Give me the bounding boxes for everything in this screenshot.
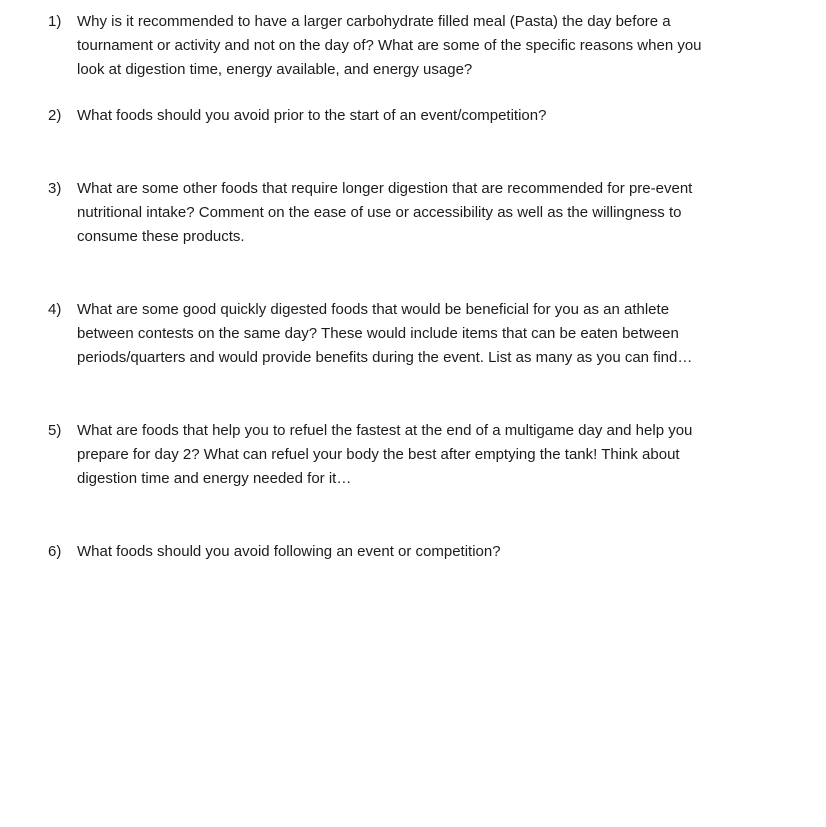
question-text-line: nutritional intake? Comment on the ease of use or accessibility as well as the willingness to xyxy=(77,204,682,221)
question-text-line: What are foods that help you to refuel the fastest at the end of a multigame day and help you xyxy=(77,422,693,439)
question-item-3 xyxy=(0,177,826,249)
question-number: 3) xyxy=(48,180,62,197)
question-text-line: What are some other foods that require longer digestion that are recommended for pre-event xyxy=(77,180,693,197)
question-text xyxy=(77,10,778,82)
question-text xyxy=(77,298,778,370)
question-text-line: prepare for day 2? What can refuel your body the best after emptying the tank! Think about xyxy=(77,446,680,463)
question-item-4 xyxy=(0,298,826,370)
question-text-line: What are some good quickly digested foods that would be beneficial for you as an athlete xyxy=(77,301,670,318)
question-text xyxy=(77,104,778,128)
question-item-2 xyxy=(0,104,826,128)
question-text-line: consume these products. xyxy=(77,228,245,245)
question-text-line: periods/quarters and would provide benefits during the event. List as many as you can find… xyxy=(77,349,693,366)
question-number: 6) xyxy=(48,543,62,560)
question-text-line: between contests on the same day? These would include items that can be eaten between xyxy=(77,325,679,342)
question-number: 2) xyxy=(48,107,62,124)
question-number: 5) xyxy=(48,422,62,439)
question-text-line: look at digestion time, energy available, and energy usage? xyxy=(77,61,473,78)
question-number: 4) xyxy=(48,301,62,318)
question-text xyxy=(77,177,778,249)
question-text-line: tournament or activity and not on the day of? What are some of the specific reasons when you xyxy=(77,37,702,54)
question-item-5 xyxy=(0,419,826,491)
question-text-line: What foods should you avoid following an event or competition? xyxy=(77,543,501,560)
question-text-line: What foods should you avoid prior to the start of an event/competition? xyxy=(77,107,547,124)
question-item-1 xyxy=(0,10,826,82)
question-text-line: Why is it recommended to have a larger carbohydrate filled meal (Pasta) the day before a xyxy=(77,13,671,30)
question-item-6 xyxy=(0,540,826,564)
question-number: 1) xyxy=(48,13,62,30)
question-text xyxy=(77,540,778,564)
question-text xyxy=(77,419,778,491)
question-text-line: digestion time and energy needed for it… xyxy=(77,470,352,487)
